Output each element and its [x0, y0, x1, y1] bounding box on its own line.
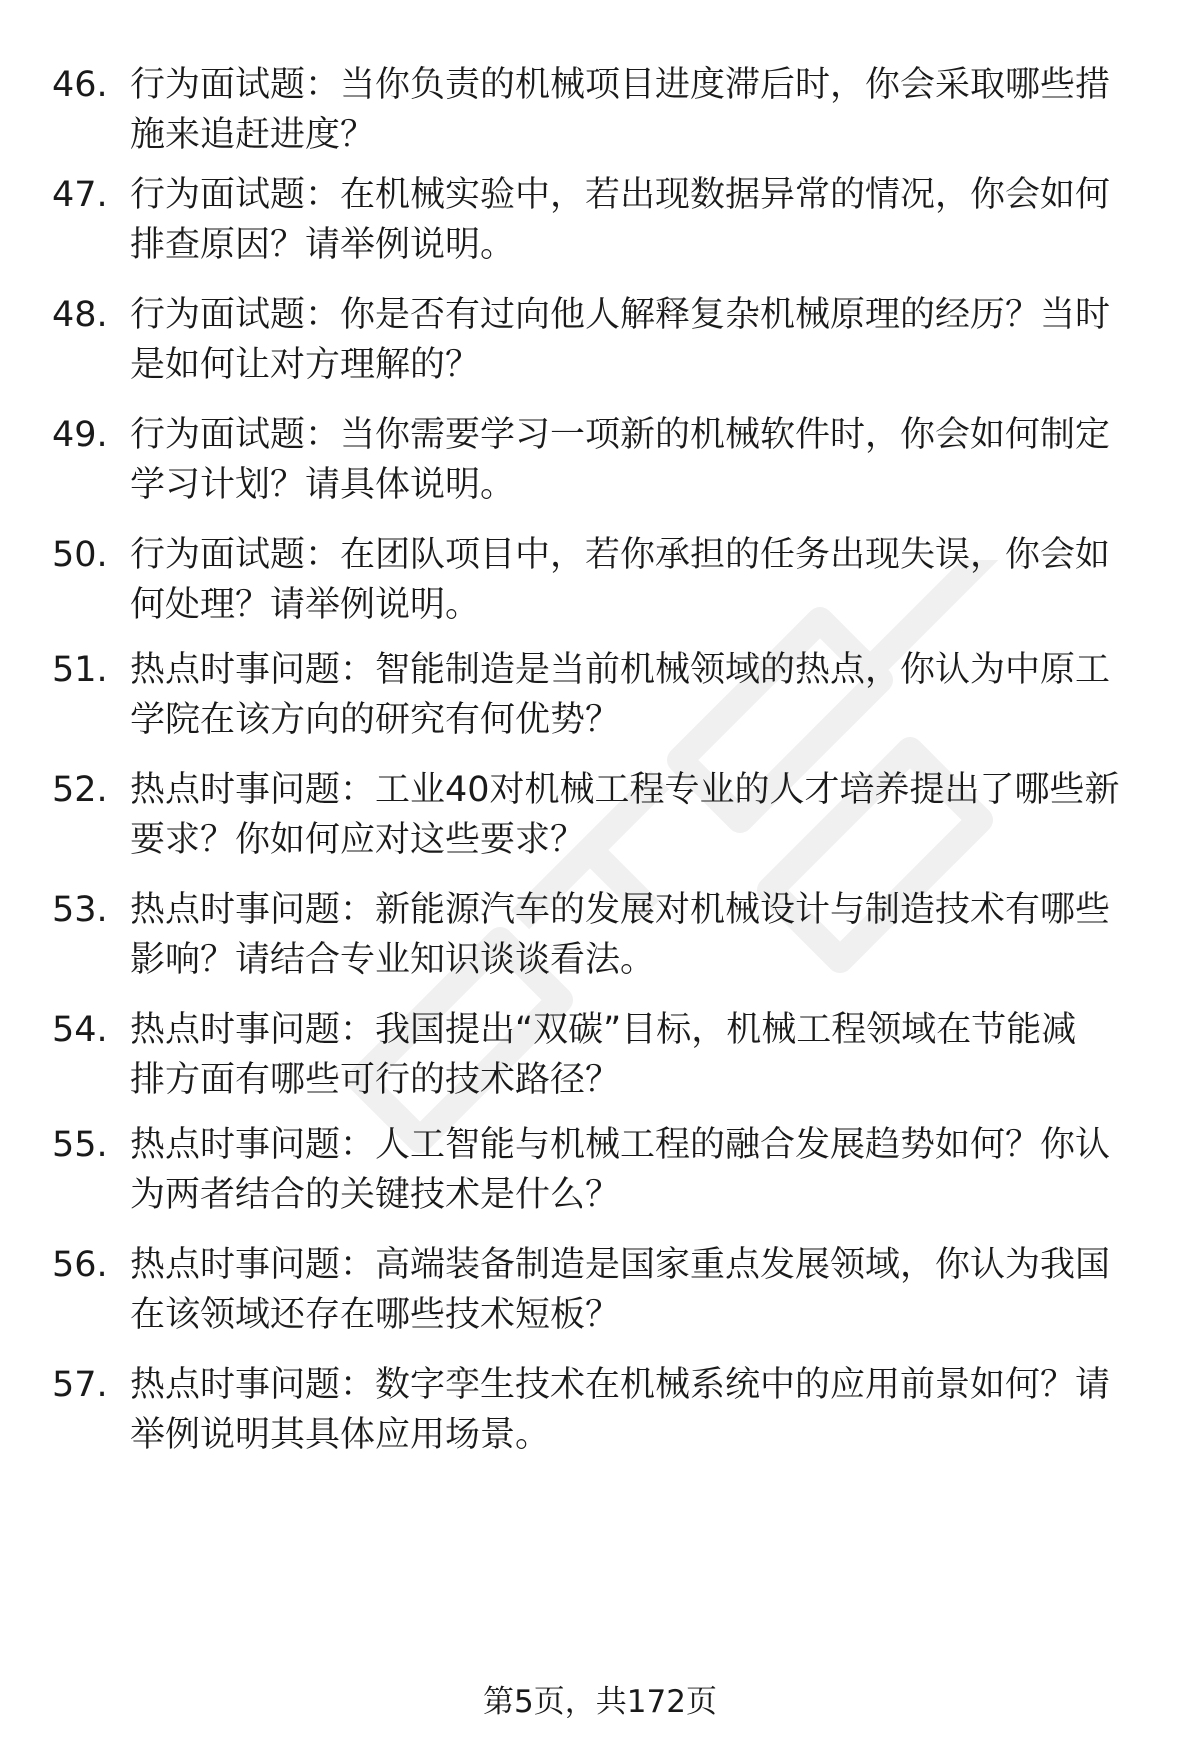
question-item [0, 290, 1200, 400]
question-text [130, 410, 1150, 510]
question-text [130, 1120, 1150, 1220]
question-text [130, 1360, 1150, 1460]
question-number: 53. [52, 890, 108, 930]
page-footer: 第5页，共172页 [483, 1684, 717, 1720]
question-line: 热点时事问题：数字孪生技术在机械系统中的应用前景如何？请 [130, 1365, 1111, 1405]
question-line: 热点时事问题：新能源汽车的发展对机械设计与制造技术有哪些 [130, 890, 1111, 930]
question-text [130, 1005, 1150, 1105]
question-number: 46. [52, 65, 108, 105]
question-line: 行为面试题：你是否有过向他人解释复杂机械原理的经历？当时 [130, 295, 1111, 335]
question-item [0, 1360, 1200, 1470]
question-line: 热点时事问题：高端装备制造是国家重点发展领域，你认为我国 [130, 1245, 1111, 1285]
question-item [0, 765, 1200, 875]
question-number: 54. [52, 1010, 108, 1050]
question-text [130, 765, 1150, 865]
question-number: 56. [52, 1245, 108, 1285]
question-line: 为两者结合的关键技术是什么？ [130, 1175, 621, 1215]
question-item [0, 410, 1200, 520]
question-item [0, 885, 1200, 995]
question-line: 学习计划？请具体说明。 [130, 465, 516, 505]
question-item [0, 170, 1200, 280]
question-text [130, 645, 1150, 745]
question-line: 何处理？请举例说明。 [130, 585, 481, 625]
question-number: 52. [52, 770, 108, 810]
question-text [130, 170, 1150, 270]
question-line: 行为面试题：在团队项目中，若你承担的任务出现失误，你会如 [130, 535, 1111, 575]
question-item [0, 645, 1200, 755]
question-item [0, 1005, 1200, 1115]
question-line: 行为面试题：当你需要学习一项新的机械软件时，你会如何制定 [130, 415, 1111, 455]
question-text [130, 290, 1150, 390]
question-line: 举例说明其具体应用场景。 [130, 1415, 551, 1455]
question-line: 学院在该方向的研究有何优势？ [130, 700, 621, 740]
question-line: 在该领域还存在哪些技术短板？ [130, 1295, 621, 1335]
question-line: 热点时事问题：工业40对机械工程专业的人才培养提出了哪些新 [130, 770, 1120, 810]
question-line: 排查原因？请举例说明。 [130, 225, 516, 265]
question-line: 热点时事问题：我国提出“双碳”目标，机械工程领域在节能减 [130, 1010, 1077, 1050]
question-line: 影响？请结合专业知识谈谈看法。 [130, 940, 656, 980]
question-number: 55. [52, 1125, 108, 1165]
question-line: 排方面有哪些可行的技术路径？ [130, 1060, 621, 1100]
question-item [0, 60, 1200, 170]
question-item [0, 1120, 1200, 1230]
question-item [0, 1240, 1200, 1350]
question-number: 49. [52, 415, 108, 455]
question-number: 50. [52, 535, 108, 575]
question-number: 48. [52, 295, 108, 335]
question-line: 是如何让对方理解的？ [130, 345, 481, 385]
question-line: 施来追赶进度？ [130, 115, 376, 155]
question-text [130, 60, 1150, 160]
question-line: 热点时事问题：人工智能与机械工程的融合发展趋势如何？你认 [130, 1125, 1111, 1165]
question-number: 51. [52, 650, 108, 690]
question-line: 行为面试题：在机械实验中，若出现数据异常的情况，你会如何 [130, 175, 1111, 215]
question-text [130, 1240, 1150, 1340]
question-line: 要求？你如何应对这些要求？ [130, 820, 586, 860]
question-line: 行为面试题：当你负责的机械项目进度滞后时，你会采取哪些措 [130, 65, 1111, 105]
question-text [130, 530, 1150, 630]
question-number: 47. [52, 175, 108, 215]
question-item [0, 530, 1200, 640]
question-line: 热点时事问题：智能制造是当前机械领域的热点，你认为中原工 [130, 650, 1111, 690]
question-text [130, 885, 1150, 985]
question-number: 57. [52, 1365, 108, 1405]
